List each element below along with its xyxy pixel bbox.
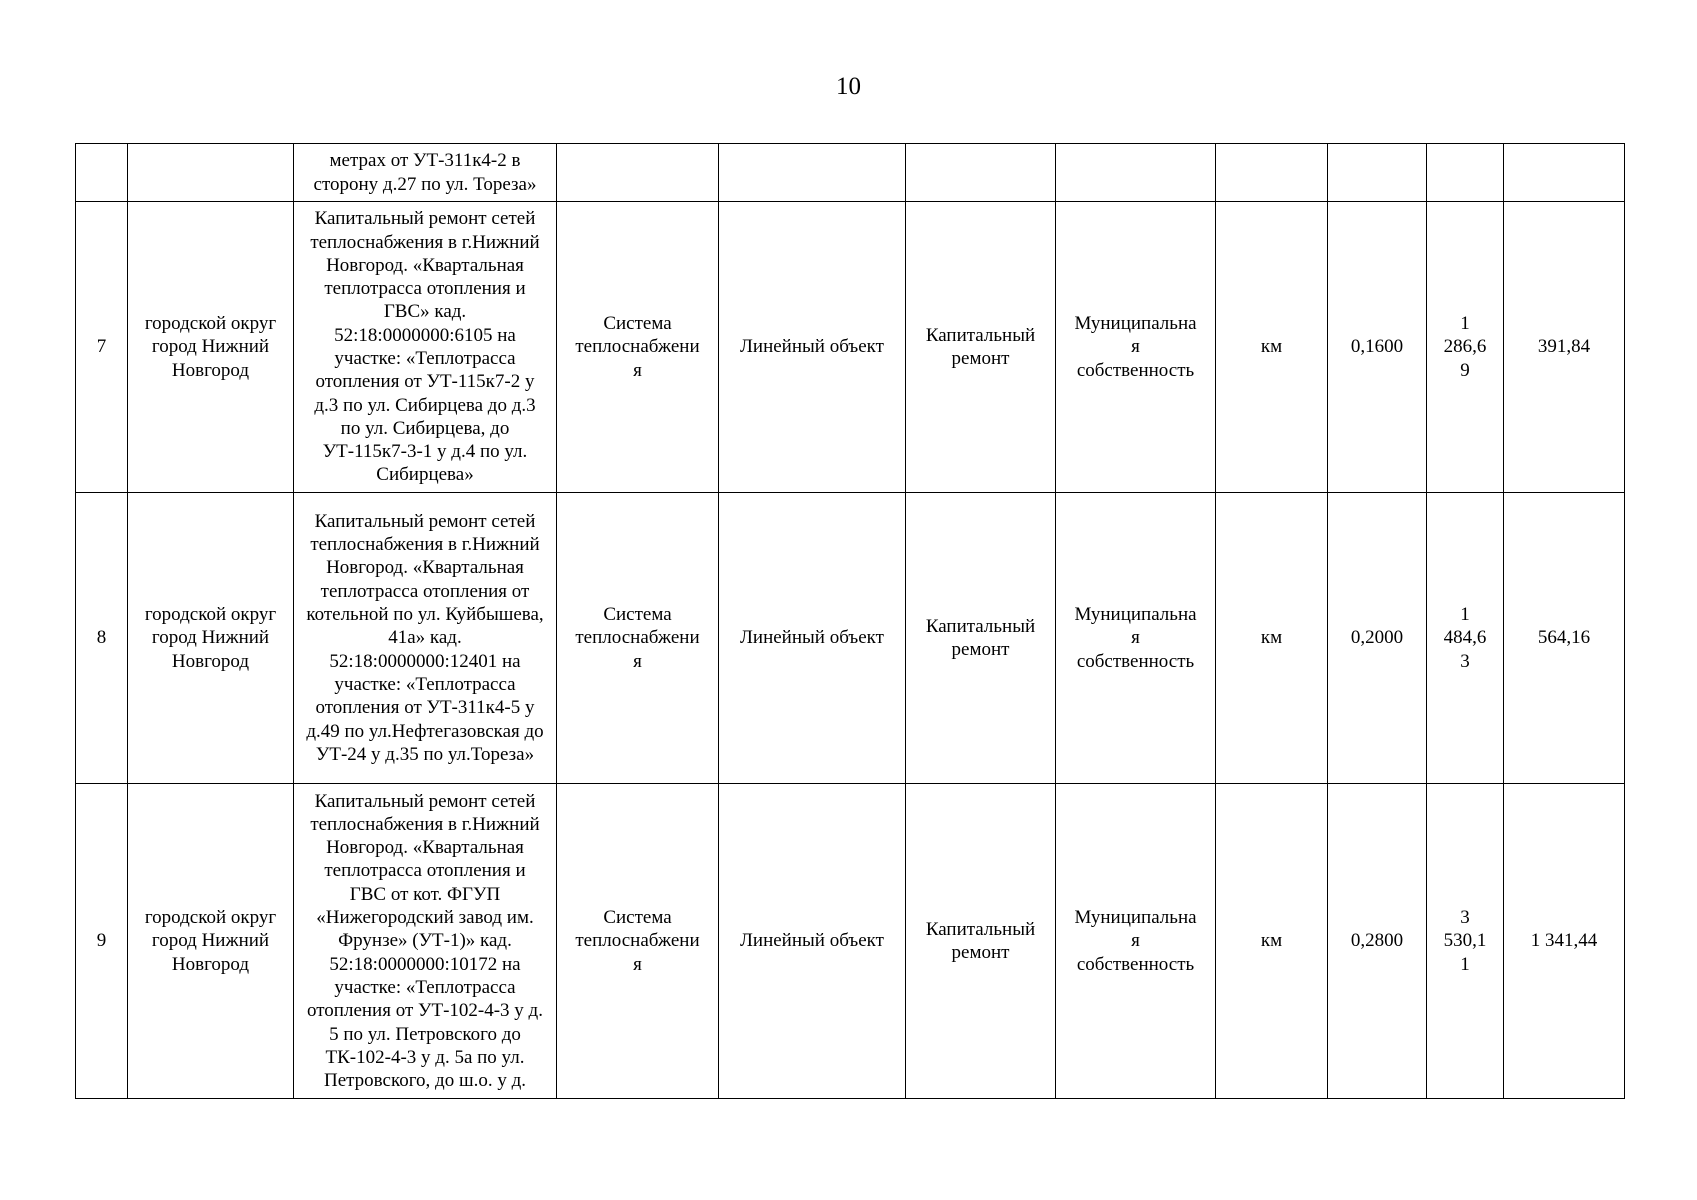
cell-num: 8	[76, 493, 128, 784]
cell-description: метрах от УТ-311к4-2 в сторону д.27 по ул. Тореза»	[294, 144, 557, 202]
table-row	[76, 493, 1625, 784]
cell-object-type: Линейный объект	[719, 784, 906, 1099]
cell-length	[1328, 144, 1427, 202]
cell-num	[76, 144, 128, 202]
cell-ownership: Муниципальна я собственность	[1056, 493, 1216, 784]
cell-work-type: Капитальный ремонт	[906, 202, 1056, 493]
cell-total: 391,84	[1504, 202, 1625, 493]
cell-description: Капитальный ремонт сетей теплоснабжения в г.Нижний Новгород. «Квартальная теплотрасса отопления и ГВС» кад. 52:18:0000000:6105 на участке: «Теплотрасса отопления от УТ-115к7-2 у д.3 по ул. Сибирцева до д.3 по ул. Сибирцева, до УТ-115к7-3-1 у д.4 по ул. Сибирцева»	[294, 202, 557, 493]
cell-total: 564,16	[1504, 493, 1625, 784]
cell-ownership	[1056, 144, 1216, 202]
cell-system	[557, 144, 719, 202]
cell-unit: км	[1216, 784, 1328, 1099]
cell-territory: городской округ город Нижний Новгород	[128, 493, 294, 784]
cell-cost-per-unit: 1 484,6 3	[1427, 493, 1504, 784]
cell-work-type: Капитальный ремонт	[906, 493, 1056, 784]
cell-work-type	[906, 144, 1056, 202]
cell-description: Капитальный ремонт сетей теплоснабжения в г.Нижний Новгород. «Квартальная теплотрасса отопления от котельной по ул. Куйбышева, 41а» кад. 52:18:0000000:12401 на участке: «Теплотрасса отопления от УТ-311к4-5 у д.49 по ул.Нефтегазовская до УТ-24 у д.35 по ул.Тореза»	[294, 493, 557, 784]
cell-system: Система теплоснабжени я	[557, 202, 719, 493]
cell-object-type: Линейный объект	[719, 202, 906, 493]
cell-territory	[128, 144, 294, 202]
cell-system: Система теплоснабжени я	[557, 493, 719, 784]
cell-unit	[1216, 144, 1328, 202]
cell-length: 0,1600	[1328, 202, 1427, 493]
cell-unit: км	[1216, 202, 1328, 493]
cell-ownership: Муниципальна я собственность	[1056, 784, 1216, 1099]
cell-num: 7	[76, 202, 128, 493]
cell-territory: городской округ город Нижний Новгород	[128, 784, 294, 1099]
works-table	[75, 143, 1625, 1099]
cell-length: 0,2000	[1328, 493, 1427, 784]
cell-ownership: Муниципальна я собственность	[1056, 202, 1216, 493]
cell-total	[1504, 144, 1625, 202]
cell-cost-per-unit	[1427, 144, 1504, 202]
cell-cost-per-unit: 1 286,6 9	[1427, 202, 1504, 493]
cell-territory: городской округ город Нижний Новгород	[128, 202, 294, 493]
cell-unit: км	[1216, 493, 1328, 784]
cell-cost-per-unit: 3 530,1 1	[1427, 784, 1504, 1099]
cell-length: 0,2800	[1328, 784, 1427, 1099]
page-number: 10	[836, 73, 861, 100]
cell-object-type	[719, 144, 906, 202]
cell-num: 9	[76, 784, 128, 1099]
table-row	[76, 202, 1625, 493]
cell-total: 1 341,44	[1504, 784, 1625, 1099]
cell-work-type: Капитальный ремонт	[906, 784, 1056, 1099]
cell-description: Капитальный ремонт сетей теплоснабжения в г.Нижний Новгород. «Квартальная теплотрасса отопления и ГВС от кот. ФГУП «Нижегородский завод им. Фрунзе» (УТ-1)» кад. 52:18:0000000:10172 на участке: «Теплотрасса отопления от УТ-102-4-3 у д. 5 по ул. Петровского до ТК-102-4-3 у д. 5а по ул. Петровского, до ш.о. у д.	[294, 784, 557, 1099]
cell-object-type: Линейный объект	[719, 493, 906, 784]
cell-system: Система теплоснабжени я	[557, 784, 719, 1099]
table-row-continuation	[76, 144, 1625, 202]
table-row	[76, 784, 1625, 1099]
